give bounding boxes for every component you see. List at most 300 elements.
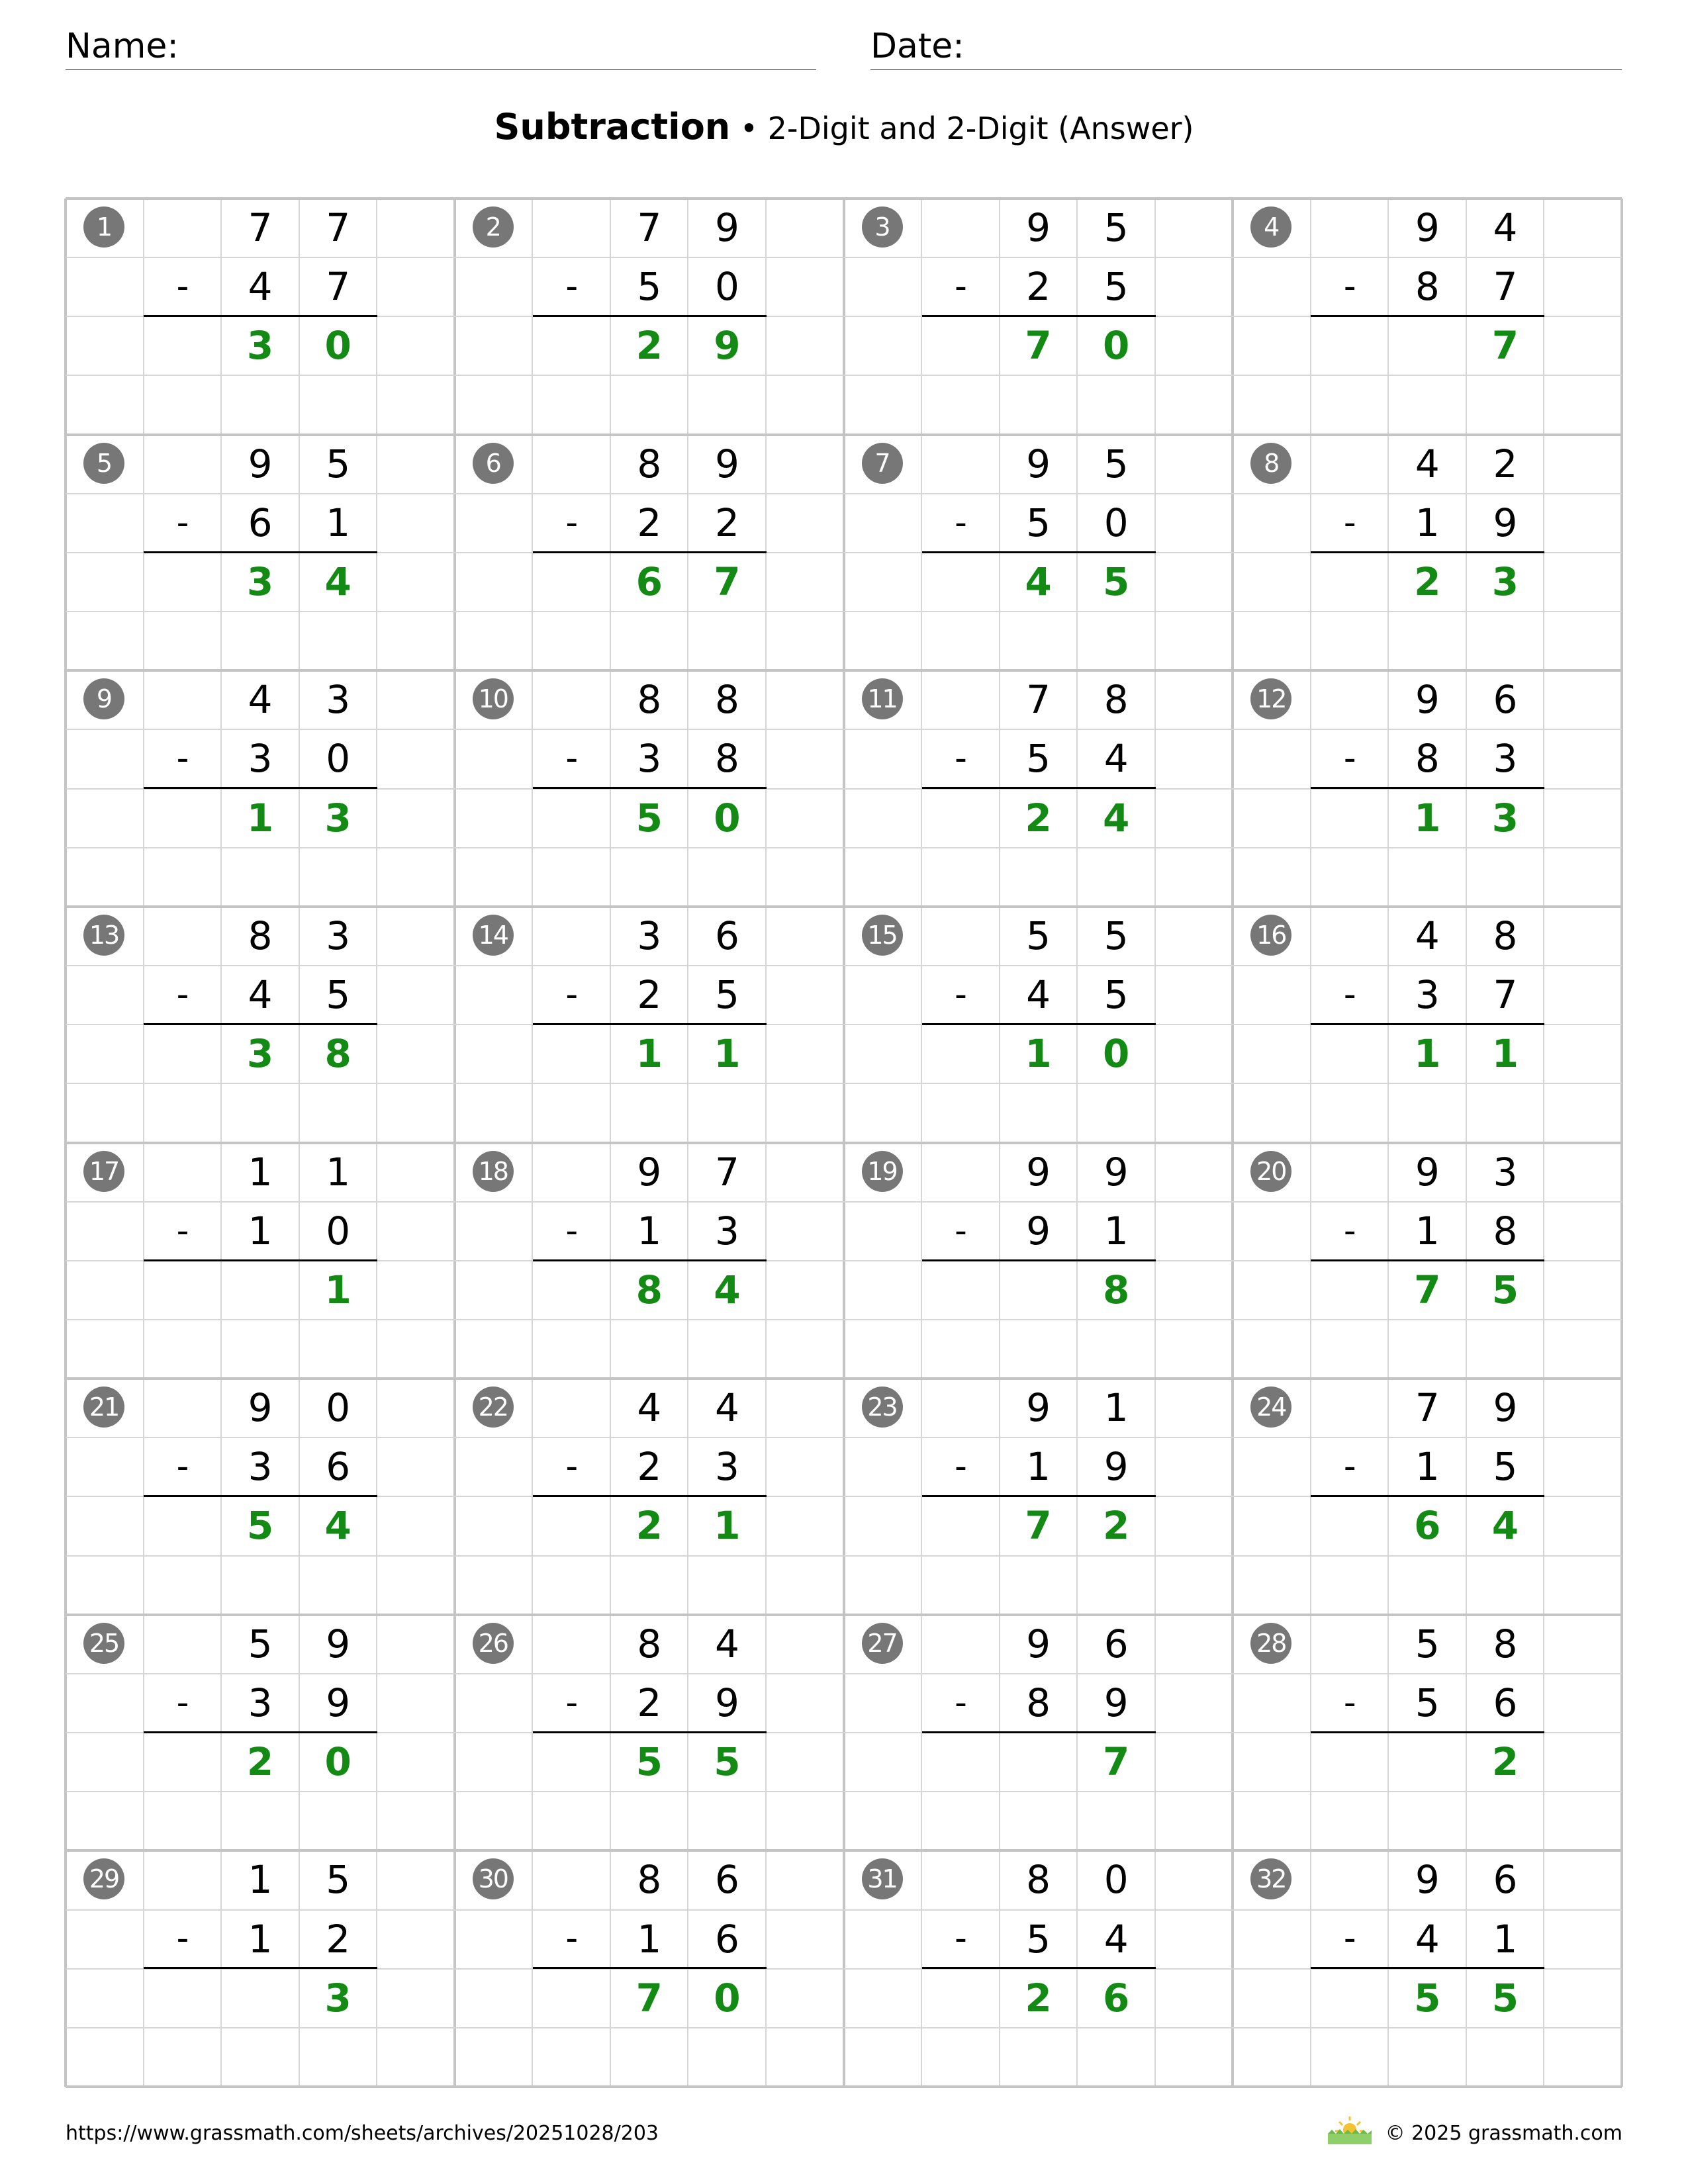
problem-number-badge: 23 (862, 1387, 903, 1428)
answer-digit: 1 (1025, 1031, 1052, 1077)
subtrahend-digit: 6 (714, 1916, 739, 1962)
minus-sign: - (955, 1682, 967, 1723)
subtrahend-digit: 2 (637, 1444, 662, 1490)
answer-digit: 0 (1102, 323, 1130, 369)
subtrahend-digit: 9 (1103, 1680, 1129, 1725)
answer-digit: 3 (246, 559, 274, 604)
answer-rule (922, 1495, 1156, 1497)
answer-digit (221, 1969, 299, 2028)
minus-sign: - (955, 1919, 967, 1959)
subtrahend-digit: 1 (326, 500, 351, 545)
minus-sign: - (565, 974, 579, 1015)
subtrahend-digit: 5 (1415, 1680, 1440, 1725)
problem-number-badge: 22 (473, 1387, 514, 1428)
answer-digit (221, 1261, 299, 1320)
answer-digit: 5 (714, 1739, 741, 1785)
answer-rule (1311, 1731, 1544, 1733)
minuend-digit: 9 (326, 1621, 351, 1666)
subtrahend-digit: 4 (1415, 1916, 1440, 1962)
subtrahend-digit: 5 (714, 972, 739, 1018)
answer-digit: 3 (246, 323, 274, 369)
minuend-digit: 6 (714, 913, 739, 958)
minus-sign: - (565, 739, 579, 779)
problem-number-badge: 5 (83, 443, 124, 484)
minus-sign: - (1343, 1919, 1356, 1959)
problem-26 (455, 1615, 844, 1851)
problem-28 (1233, 1615, 1622, 1851)
answer-rule (922, 551, 1156, 553)
problem-number-badge: 10 (473, 678, 514, 719)
minus-sign: - (565, 502, 579, 543)
minuend-digit: 9 (1415, 205, 1440, 250)
answer-rule (922, 1023, 1156, 1025)
minus-sign: - (176, 1210, 189, 1251)
answer-rule (533, 787, 767, 789)
title-subtitle: • 2-Digit and 2-Digit (Answer) (730, 111, 1194, 146)
answer-rule (144, 787, 377, 789)
subtrahend-digit: 4 (248, 972, 273, 1018)
problem-6 (455, 435, 844, 671)
answer-rule (1311, 1967, 1544, 1969)
minus-sign: - (176, 974, 189, 1015)
minuend-digit: 7 (714, 1149, 739, 1195)
answer-digit: 7 (1025, 323, 1052, 369)
subtrahend-digit: 9 (1493, 500, 1518, 545)
subtrahend-digit: 0 (714, 264, 739, 310)
problem-number-badge: 19 (862, 1151, 903, 1192)
answer-digit: 4 (324, 1503, 352, 1549)
minus-sign: - (565, 1210, 579, 1251)
minuend-digit: 4 (714, 1621, 739, 1666)
subtrahend-digit: 9 (714, 1680, 739, 1725)
problem-number-badge: 8 (1250, 443, 1291, 484)
answer-rule (1311, 1023, 1544, 1025)
answer-digit: 1 (1414, 1031, 1441, 1077)
problem-25 (66, 1615, 455, 1851)
answer-digit: 2 (1025, 1975, 1052, 2021)
subtrahend-digit: 5 (637, 264, 662, 310)
minuend-digit: 9 (1415, 1149, 1440, 1195)
minuend-digit: 9 (1026, 1621, 1051, 1666)
minuend-digit: 8 (1493, 913, 1518, 958)
minuend-digit: 0 (1103, 1857, 1129, 1903)
answer-digit: 6 (1102, 1975, 1130, 2021)
subtrahend-digit: 2 (1026, 264, 1051, 310)
answer-digit: 3 (1491, 795, 1519, 841)
answer-digit: 0 (1102, 1031, 1130, 1077)
minus-sign: - (955, 1447, 967, 1487)
subtrahend-digit: 5 (1026, 1916, 1051, 1962)
minuend-digit: 9 (248, 1385, 273, 1431)
answer-digit: 2 (635, 1503, 663, 1549)
subtrahend-digit: 5 (1103, 264, 1129, 310)
answer-rule (1311, 1259, 1544, 1261)
minus-sign: - (176, 739, 189, 779)
problem-18 (455, 1143, 844, 1379)
minuend-digit: 4 (1493, 205, 1518, 250)
problem-number-badge: 3 (862, 206, 903, 248)
minuend-digit: 3 (326, 677, 351, 723)
answer-digit: 2 (1414, 559, 1441, 604)
minuend-digit: 8 (1103, 677, 1129, 723)
answer-digit (1000, 1733, 1078, 1792)
subtrahend-digit: 8 (1415, 264, 1440, 310)
problem-3 (844, 199, 1233, 435)
problem-number-badge: 17 (83, 1151, 124, 1192)
minus-sign: - (176, 267, 189, 306)
answer-digit: 3 (1491, 559, 1519, 604)
answer-digit (1000, 1261, 1078, 1320)
minuend-digit: 6 (1493, 1857, 1518, 1903)
minus-sign: - (955, 974, 967, 1015)
answer-digit: 3 (324, 795, 352, 841)
minuend-digit: 8 (248, 913, 273, 958)
minuend-digit: 7 (248, 205, 273, 250)
problem-16 (1233, 907, 1622, 1143)
answer-rule (144, 551, 377, 553)
answer-digit: 7 (714, 559, 741, 604)
subtrahend-digit: 7 (1493, 264, 1518, 310)
answer-digit: 6 (635, 559, 663, 604)
answer-digit: 3 (324, 1975, 352, 2021)
answer-rule (922, 1259, 1156, 1261)
answer-digit: 4 (1025, 559, 1052, 604)
answer-digit: 7 (1025, 1503, 1052, 1549)
answer-digit: 2 (1491, 1739, 1519, 1785)
subtrahend-digit: 2 (637, 972, 662, 1018)
answer-digit: 1 (714, 1031, 741, 1077)
answer-rule (1311, 1495, 1544, 1497)
problem-number-badge: 20 (1250, 1151, 1291, 1192)
problem-number-badge: 15 (862, 915, 903, 956)
answer-digit: 0 (324, 1739, 352, 1785)
minuend-digit: 9 (1026, 441, 1051, 486)
problem-12 (1233, 670, 1622, 907)
minuend-digit: 5 (1103, 913, 1129, 958)
answer-rule (144, 1731, 377, 1733)
problem-13 (66, 907, 455, 1143)
subtrahend-digit: 5 (1493, 1444, 1518, 1490)
subtrahend-digit: 4 (248, 264, 273, 310)
problem-2 (455, 199, 844, 435)
problem-number-badge: 29 (83, 1858, 124, 1899)
minuend-digit: 3 (637, 913, 662, 958)
problem-number-badge: 21 (83, 1387, 124, 1428)
problem-number-badge: 13 (83, 915, 124, 956)
answer-rule (533, 1731, 767, 1733)
problem-number-badge: 25 (83, 1623, 124, 1664)
grass-sun-logo-icon (1327, 2114, 1373, 2146)
minuend-digit: 8 (637, 1857, 662, 1903)
subtrahend-digit: 8 (1026, 1680, 1051, 1725)
minuend-digit: 8 (637, 441, 662, 486)
minus-sign: - (176, 1447, 189, 1487)
problem-number-badge: 2 (473, 206, 514, 248)
problem-8 (1233, 435, 1622, 671)
answer-digit: 2 (635, 323, 663, 369)
subtrahend-digit: 5 (326, 972, 351, 1018)
problem-5 (66, 435, 455, 671)
minuend-digit: 4 (248, 677, 273, 723)
footer-copyright: © 2025 grassmath.com (1385, 2122, 1622, 2145)
minuend-digit: 9 (714, 205, 739, 250)
problem-32 (1233, 1850, 1622, 2087)
problem-1 (66, 199, 455, 435)
problem-number-badge: 16 (1250, 915, 1291, 956)
answer-digit: 0 (714, 1975, 741, 2021)
answer-digit: 7 (1414, 1267, 1441, 1312)
subtrahend-digit: 5 (1026, 500, 1051, 545)
subtrahend-digit: 1 (248, 1208, 273, 1253)
minuend-digit: 6 (1493, 677, 1518, 723)
minuend-digit: 8 (1026, 1857, 1051, 1903)
answer-digit: 2 (1102, 1503, 1130, 1549)
answer-rule (144, 1495, 377, 1497)
subtrahend-digit: 2 (637, 1680, 662, 1725)
minuend-digit: 9 (637, 1149, 662, 1195)
answer-digit: 5 (635, 795, 663, 841)
answer-rule (533, 1967, 767, 1969)
minuend-digit: 4 (1415, 913, 1440, 958)
problem-9 (66, 670, 455, 907)
minuend-digit: 5 (1026, 913, 1051, 958)
problem-19 (844, 1143, 1233, 1379)
answer-digit: 1 (635, 1031, 663, 1077)
answer-rule (144, 1967, 377, 1969)
problem-grid (66, 199, 1622, 2087)
problem-20 (1233, 1143, 1622, 1379)
subtrahend-digit: 3 (248, 736, 273, 782)
minuend-digit: 3 (326, 913, 351, 958)
problem-21 (66, 1379, 455, 1615)
subtrahend-digit: 0 (1103, 500, 1129, 545)
problem-24 (1233, 1379, 1622, 1615)
minuend-digit: 1 (326, 1149, 351, 1195)
problem-number-badge: 28 (1250, 1623, 1291, 1664)
minuend-digit: 6 (1103, 1621, 1129, 1666)
date-label: Date: (870, 26, 964, 66)
minus-sign: - (955, 502, 967, 543)
answer-digit: 9 (714, 323, 741, 369)
minuend-digit: 5 (1103, 441, 1129, 486)
problem-number-badge: 6 (473, 443, 514, 484)
subtrahend-digit: 3 (714, 1208, 739, 1253)
minuend-digit: 9 (714, 441, 739, 486)
subtrahend-digit: 3 (1415, 972, 1440, 1018)
problem-4 (1233, 199, 1622, 435)
minuend-digit: 4 (637, 1385, 662, 1431)
subtrahend-digit: 3 (714, 1444, 739, 1490)
minuend-digit: 8 (714, 677, 739, 723)
minuend-digit: 0 (326, 1385, 351, 1431)
answer-rule (533, 551, 767, 553)
answer-rule (533, 315, 767, 317)
name-field[interactable] (66, 24, 816, 70)
problem-11 (844, 670, 1233, 907)
subtrahend-digit: 4 (1103, 1916, 1129, 1962)
minus-sign: - (1343, 267, 1356, 306)
answer-rule (922, 1967, 1156, 1969)
minus-sign: - (565, 1919, 579, 1959)
answer-digit: 4 (1491, 1503, 1519, 1549)
answer-digit: 3 (246, 1031, 274, 1077)
answer-digit: 2 (1025, 795, 1052, 841)
answer-digit: 5 (1102, 559, 1130, 604)
answer-digit: 6 (1414, 1503, 1441, 1549)
minus-sign: - (1343, 1682, 1356, 1723)
subtrahend-digit: 1 (1415, 500, 1440, 545)
answer-rule (922, 315, 1156, 317)
answer-rule (533, 1495, 767, 1497)
minus-sign: - (565, 267, 579, 306)
answer-digit: 5 (246, 1503, 274, 1549)
minuend-digit: 9 (1026, 1385, 1051, 1431)
subtrahend-digit: 3 (248, 1444, 273, 1490)
minuend-digit: 7 (1026, 677, 1051, 723)
answer-rule (144, 1023, 377, 1025)
minus-sign: - (176, 502, 189, 543)
problem-7 (844, 435, 1233, 671)
minuend-digit: 9 (1026, 205, 1051, 250)
problem-number-badge: 11 (862, 678, 903, 719)
minus-sign: - (955, 267, 967, 306)
minuend-digit: 5 (1103, 205, 1129, 250)
answer-rule (1311, 787, 1544, 789)
subtrahend-digit: 7 (326, 264, 351, 310)
minus-sign: - (1343, 502, 1356, 543)
subtrahend-digit: 5 (1026, 736, 1051, 782)
subtrahend-digit: 0 (326, 736, 351, 782)
minuend-digit: 9 (1493, 1385, 1518, 1431)
problem-31 (844, 1850, 1233, 2087)
minus-sign: - (176, 1682, 189, 1723)
title-main: Subtraction (494, 106, 731, 148)
minuend-digit: 5 (326, 441, 351, 486)
subtrahend-digit: 2 (637, 500, 662, 545)
minus-sign: - (565, 1447, 579, 1487)
subtrahend-digit: 1 (1415, 1444, 1440, 1490)
problem-number-badge: 27 (862, 1623, 903, 1664)
problem-number-badge: 7 (862, 443, 903, 484)
answer-digit: 5 (1414, 1975, 1441, 2021)
problem-10 (455, 670, 844, 907)
subtrahend-digit: 6 (326, 1444, 351, 1490)
minuend-digit: 9 (1415, 1857, 1440, 1903)
subtrahend-digit: 1 (1415, 1208, 1440, 1253)
problem-number-badge: 12 (1250, 678, 1291, 719)
problem-number-badge: 32 (1250, 1858, 1291, 1899)
answer-digit: 8 (1102, 1267, 1130, 1312)
worksheet-title (0, 106, 1688, 148)
answer-digit: 2 (246, 1739, 274, 1785)
minuend-digit: 4 (714, 1385, 739, 1431)
answer-digit: 1 (1414, 795, 1441, 841)
minus-sign: - (955, 1210, 967, 1251)
minuend-digit: 4 (1415, 441, 1440, 486)
minus-sign: - (1343, 1210, 1356, 1251)
problem-number-badge: 18 (473, 1151, 514, 1192)
problem-number-badge: 30 (473, 1858, 514, 1899)
subtrahend-digit: 8 (1415, 736, 1440, 782)
answer-rule (1311, 551, 1544, 553)
minuend-digit: 9 (1103, 1149, 1129, 1195)
subtrahend-digit: 1 (637, 1916, 662, 1962)
answer-digit: 0 (714, 795, 741, 841)
problem-number-badge: 9 (83, 678, 124, 719)
answer-digit: 5 (635, 1739, 663, 1785)
answer-rule (922, 787, 1156, 789)
answer-digit: 1 (324, 1267, 352, 1312)
subtrahend-digit: 2 (326, 1916, 351, 1962)
date-field[interactable] (870, 24, 1622, 70)
answer-rule (144, 1259, 377, 1261)
minuend-digit: 1 (248, 1149, 273, 1195)
answer-digit: 7 (1491, 323, 1519, 369)
problem-number-badge: 31 (862, 1858, 903, 1899)
minus-sign: - (955, 739, 967, 779)
minus-sign: - (176, 1919, 189, 1959)
answer-digit: 1 (714, 1503, 741, 1549)
subtrahend-digit: 6 (1493, 1680, 1518, 1725)
problem-number-badge: 24 (1250, 1387, 1291, 1428)
answer-rule (922, 1731, 1156, 1733)
subtrahend-digit: 4 (1103, 736, 1129, 782)
problem-17 (66, 1143, 455, 1379)
problem-22 (455, 1379, 844, 1615)
answer-digit: 0 (324, 323, 352, 369)
footer-url: https://www.grassmath.com/sheets/archives/20251028/203 (66, 2122, 659, 2145)
minuend-digit: 5 (326, 1857, 351, 1903)
minuend-digit: 9 (1415, 677, 1440, 723)
minuend-digit: 7 (326, 205, 351, 250)
answer-digit: 8 (324, 1031, 352, 1077)
answer-rule (1311, 315, 1544, 317)
problem-number-badge: 14 (473, 915, 514, 956)
answer-digit: 1 (246, 795, 274, 841)
minuend-digit: 7 (637, 205, 662, 250)
name-label: Name: (66, 26, 179, 66)
subtrahend-digit: 1 (1026, 1444, 1051, 1490)
subtrahend-digit: 8 (1493, 1208, 1518, 1253)
subtrahend-digit: 1 (637, 1208, 662, 1253)
minuend-digit: 8 (637, 677, 662, 723)
problem-number-badge: 1 (83, 206, 124, 248)
answer-digit: 7 (635, 1975, 663, 2021)
subtrahend-digit: 2 (714, 500, 739, 545)
minuend-digit: 1 (248, 1857, 273, 1903)
problem-14 (455, 907, 844, 1143)
minus-sign: - (1343, 739, 1356, 779)
subtrahend-digit: 1 (1493, 1916, 1518, 1962)
answer-digit: 8 (635, 1267, 663, 1312)
minuend-digit: 3 (1493, 1149, 1518, 1195)
subtrahend-digit: 9 (1103, 1444, 1129, 1490)
problem-27 (844, 1615, 1233, 1851)
answer-rule (144, 315, 377, 317)
subtrahend-digit: 9 (1026, 1208, 1051, 1253)
problem-number-badge: 26 (473, 1623, 514, 1664)
subtrahend-digit: 1 (1103, 1208, 1129, 1253)
subtrahend-digit: 1 (248, 1916, 273, 1962)
minuend-digit: 8 (637, 1621, 662, 1666)
problem-29 (66, 1850, 455, 2087)
minus-sign: - (1343, 1447, 1356, 1487)
answer-digit (1388, 316, 1466, 375)
answer-digit: 4 (714, 1267, 741, 1312)
minuend-digit: 5 (1415, 1621, 1440, 1666)
subtrahend-digit: 9 (326, 1680, 351, 1725)
minus-sign: - (565, 1682, 579, 1723)
